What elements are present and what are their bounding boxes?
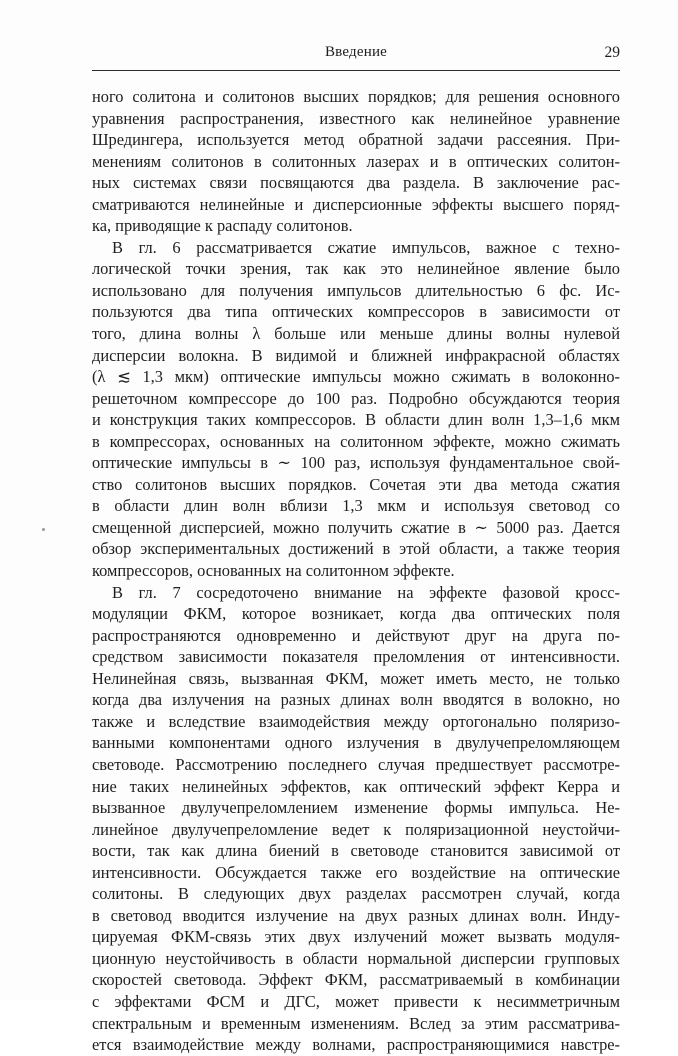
text-line: ционную неустойчивость в области нормальной дисперсии групповых bbox=[92, 948, 620, 968]
text-line: в компрессорах, основанных на солитонном эффекте, можно сжимать bbox=[92, 431, 620, 451]
text-line: обзор экспериментальных достижений в этой области, а также теория bbox=[92, 539, 620, 559]
text-line: цируемая ФКМ-связь этих двух излучений может вызвать модуля- bbox=[92, 927, 620, 947]
text-line: уравнения распространения, известного как нелинейное уравнение bbox=[92, 108, 620, 128]
text-line: средством зависимости показателя преломления от интенсивности. bbox=[92, 647, 620, 667]
text-line: того, длина волны λ больше или меньше длины волны нулевой bbox=[92, 324, 620, 344]
text-line: компрессоров, основанных на солитонном эффекте. bbox=[92, 561, 455, 581]
text-line: ство солитонов высших порядков. Сочетая эти два метода сжатия bbox=[92, 474, 620, 494]
running-header bbox=[92, 44, 620, 68]
text-line: линейное двулучепреломление ведет к поляризационной неустойчи- bbox=[92, 819, 620, 839]
header-rule bbox=[92, 70, 620, 71]
text-line: в световод вводится излучение на двух разных длинах волн. Инду- bbox=[92, 905, 620, 925]
text-line: (λ ≲ 1,3 мкм) оптические импульсы можно сжимать в волоконно- bbox=[92, 367, 620, 387]
text-line: пользуются два типа оптических компрессоров в зависимости от bbox=[92, 302, 620, 322]
paragraph-1 bbox=[92, 86, 620, 237]
text-line: использовано для получения импульсов длительностью 6 фс. Ис- bbox=[92, 280, 620, 300]
text-line: менениям солитонов в солитонных лазерах и в оптических солитон- bbox=[92, 151, 620, 171]
text-line: в области длин волн вблизи 1,3 мкм и используя световод со bbox=[92, 496, 620, 516]
text-line: ванными компонентами одного излучения в двулучепреломляющем bbox=[92, 733, 620, 753]
paragraph-2 bbox=[92, 237, 620, 582]
text-line: ных системах связи посвящаются два раздела. В заключение рас- bbox=[92, 173, 620, 193]
text-line: В гл. 6 рассматривается сжатие импульсов, важное с техно- bbox=[112, 237, 620, 257]
paragraph-3 bbox=[92, 582, 620, 1056]
margin-speck bbox=[42, 528, 45, 531]
text-line: логической точки зрения, так как это нелинейное явление было bbox=[92, 259, 620, 279]
text-line: с эффектами ФСМ и ДГС, может привести к несимметричным bbox=[92, 991, 620, 1011]
text-line: ного солитона и солитонов высших порядков; для решения основного bbox=[92, 87, 620, 106]
text-line: ка, приводящие к распаду солитонов. bbox=[92, 216, 353, 236]
text-line: дисперсии волокна. В видимой и ближней инфракрасной областях bbox=[92, 345, 620, 365]
text-line: вызванное двулучепреломлением изменение формы импульса. Не- bbox=[92, 798, 620, 818]
text-line: интенсивности. Обсуждается также его воздействие на оптические bbox=[92, 862, 620, 882]
text-line: Шредингера, используется метод обратной задачи рассеяния. При- bbox=[92, 130, 620, 150]
text-line: скоростей световода. Эффект ФКМ, рассматриваемый в комбинации bbox=[92, 970, 620, 990]
text-line: сматриваются нелинейные и дисперсионные эффекты высшего поряд- bbox=[92, 194, 620, 214]
text-line: оптические импульсы в ∼ 100 раз, используя фундаментальное свой- bbox=[92, 453, 620, 473]
running-title: Введение bbox=[324, 44, 388, 60]
text-line: Нелинейная связь, вызванная ФКМ, может иметь место, не только bbox=[92, 668, 620, 688]
text-line: решеточном компрессоре до 100 раз. Подробно обсуждаются теория bbox=[92, 388, 620, 408]
text-line: модуляции ФКМ, которое возникает, когда два оптических поля bbox=[92, 604, 620, 624]
text-line: ние таких нелинейных эффектов, как оптический эффект Керра и bbox=[92, 776, 620, 796]
text-line: В гл. 7 сосредоточено внимание на эффекте фазовой кросс- bbox=[112, 582, 620, 602]
text-line: когда два излучения на разных длинах волн вводятся в волокно, но bbox=[92, 690, 620, 710]
body-text bbox=[92, 86, 620, 1056]
text-line: смещенной дисперсией, можно получить сжатие в ∼ 5000 раз. Дается bbox=[92, 517, 620, 537]
text-line: ется взаимодействие между волнами, распространяющимися навстре- bbox=[92, 1035, 620, 1055]
text-line: также и вследствие взаимодействия между ортогонально поляризо- bbox=[92, 711, 620, 731]
text-line: солитоны. В следующих двух разделах рассмотрен случай, когда bbox=[92, 884, 620, 904]
text-line: и конструкция таких компрессоров. В области длин волн 1,3–1,6 мкм bbox=[92, 410, 620, 430]
text-line: спектральным и временным изменениям. Вслед за этим рассматрива- bbox=[92, 1013, 620, 1033]
page-number: 29 bbox=[604, 44, 620, 61]
text-line: световоде. Рассмотрению последнего случая предшествует рассмотре- bbox=[92, 754, 620, 774]
text-line: вости, так как длина биений в световоде становится зависимой от bbox=[92, 841, 620, 861]
text-line: распространяются одновременно и действуют друг на друга по- bbox=[92, 625, 620, 645]
